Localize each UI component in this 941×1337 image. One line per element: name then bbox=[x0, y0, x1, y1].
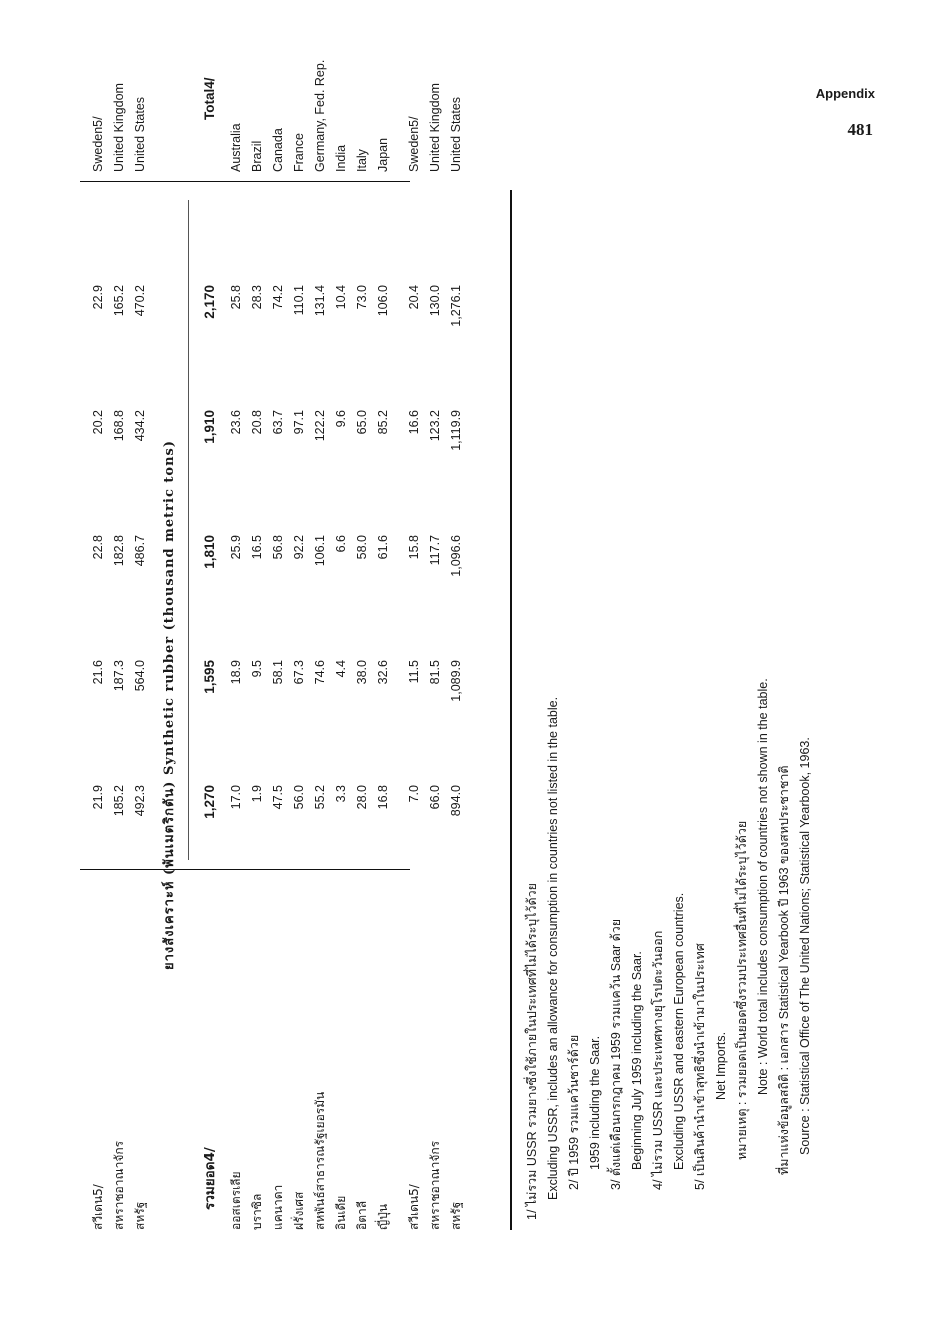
value-cell: 81.5 bbox=[428, 660, 442, 685]
value-cell: 470.2 bbox=[133, 285, 147, 317]
value-cell: 15.8 bbox=[407, 535, 421, 560]
row-label-en: India bbox=[334, 144, 348, 172]
value-cell: 66.0 bbox=[428, 785, 442, 810]
value-cell: 74.6 bbox=[313, 660, 327, 685]
value-cell: 187.3 bbox=[112, 660, 126, 692]
table-row bbox=[331, 144, 351, 1230]
row-label-th: สหรัฐ bbox=[133, 1201, 147, 1230]
value-cell: 185.2 bbox=[112, 785, 126, 817]
value-cell: 10.4 bbox=[334, 285, 348, 310]
value-cell: 564.0 bbox=[133, 660, 147, 692]
footnote: Net Imports. bbox=[714, 1031, 728, 1100]
value-cell: 20.4 bbox=[407, 285, 421, 310]
value-cell: 123.2 bbox=[428, 410, 442, 442]
row-label-th: สวีเดน5/ bbox=[91, 1184, 105, 1230]
value-cell: 38.0 bbox=[355, 660, 369, 685]
value-cell: 122.2 bbox=[313, 410, 327, 442]
footnote: 4/ ไม่รวม USSR และประเทศทางยุโรปตะวันออก bbox=[651, 930, 665, 1190]
row-label-th: สหรัฐ bbox=[449, 1201, 463, 1230]
value-cell: 130.0 bbox=[428, 285, 442, 317]
value-cell: 73.0 bbox=[355, 285, 369, 310]
row-label-th: สหพันธ์สาธารณรัฐเยอรมัน bbox=[313, 1091, 327, 1230]
row-label-th: สวีเดน5/ bbox=[407, 1184, 421, 1230]
footnote: Source : Statistical Office of The United Nations; Statistical Yearbook, 1963. bbox=[798, 737, 812, 1155]
value-cell: 17.0 bbox=[229, 785, 243, 810]
row-label-th: สหราชอาณาจักร bbox=[112, 1140, 126, 1230]
value-cell: 1,119.9 bbox=[449, 410, 463, 451]
value-cell: 894.0 bbox=[449, 785, 463, 817]
table-row bbox=[446, 96, 466, 1230]
value-cell: 1,270 bbox=[202, 785, 217, 819]
value-cell: 182.8 bbox=[112, 535, 126, 567]
table-row bbox=[247, 140, 267, 1230]
row-label-en: Italy bbox=[355, 149, 369, 172]
value-cell: 1,810 bbox=[202, 535, 217, 569]
row-label-en: Canada bbox=[271, 128, 285, 172]
table-row bbox=[88, 116, 108, 1230]
separator bbox=[188, 200, 189, 860]
row-label-en: Sweden5/ bbox=[91, 116, 105, 172]
row-label-en: Australia bbox=[229, 123, 243, 172]
value-cell: 58.0 bbox=[355, 535, 369, 560]
value-cell: 1.9 bbox=[250, 785, 264, 803]
value-cell: 106.0 bbox=[376, 285, 390, 317]
value-cell: 61.6 bbox=[376, 535, 390, 560]
bottom-rule bbox=[510, 190, 512, 1230]
value-cell: 28.3 bbox=[250, 285, 264, 310]
value-cell: 3.3 bbox=[334, 785, 348, 803]
table-row bbox=[130, 96, 150, 1230]
footnote: Excluding USSR and eastern European countries. bbox=[672, 892, 686, 1170]
row-label-th: แคนาดา bbox=[271, 1184, 285, 1230]
value-cell: 56.0 bbox=[292, 785, 306, 810]
value-cell: 25.8 bbox=[229, 285, 243, 310]
footnote: 5/ เป็นสินค้านำเข้าสุทธิซึ่งนำเข้ามาในประเทศ bbox=[693, 943, 707, 1190]
row-label-en: United Kingdom bbox=[112, 83, 126, 172]
value-cell: 1,595 bbox=[202, 660, 217, 694]
value-cell: 67.3 bbox=[292, 660, 306, 685]
row-label-en: France bbox=[292, 133, 306, 172]
table-row bbox=[352, 149, 372, 1230]
row-label-en: Japan bbox=[376, 137, 390, 172]
value-cell: 28.0 bbox=[355, 785, 369, 810]
row-label-th: ออสเตรเลีย bbox=[229, 1171, 243, 1230]
value-cell: 92.2 bbox=[292, 535, 306, 560]
value-cell: 18.9 bbox=[229, 660, 243, 685]
value-cell: 4.4 bbox=[334, 660, 348, 678]
row-label-en: Brazil bbox=[250, 140, 264, 172]
value-cell: 1,096.6 bbox=[449, 535, 463, 577]
row-label-th: สหราชอาณาจักร bbox=[428, 1140, 442, 1230]
value-cell: 58.1 bbox=[271, 660, 285, 685]
value-cell: 6.6 bbox=[334, 535, 348, 553]
value-cell: 492.3 bbox=[133, 785, 147, 817]
row-label-en: United Kingdom bbox=[428, 83, 442, 172]
row-label-th: อิตาลี bbox=[355, 1200, 369, 1230]
value-cell: 97.1 bbox=[292, 410, 306, 435]
footnote: 3/ ตั้งแต่เดือนกรกฎาคม 1959 รวมแคว้น Saar ด้วย bbox=[609, 918, 623, 1190]
value-cell: 434.2 bbox=[133, 410, 147, 442]
value-cell: 486.7 bbox=[133, 535, 147, 567]
value-cell: 16.8 bbox=[376, 785, 390, 810]
value-cell: 21.9 bbox=[91, 785, 105, 810]
row-label-th: อินเดีย bbox=[334, 1195, 348, 1230]
value-cell: 55.2 bbox=[313, 785, 327, 810]
value-cell: 56.8 bbox=[271, 535, 285, 560]
table-row bbox=[425, 83, 445, 1230]
value-cell: 9.6 bbox=[334, 410, 348, 428]
value-cell: 106.1 bbox=[313, 535, 327, 567]
footnote: Excluding USSR, includes an allowance for consumption in countries not listed in the table. bbox=[546, 696, 560, 1200]
value-cell: 165.2 bbox=[112, 285, 126, 317]
page-number: 481 bbox=[847, 120, 873, 139]
table-row bbox=[373, 137, 393, 1230]
value-cell: 20.2 bbox=[91, 410, 105, 435]
table-row bbox=[268, 128, 288, 1230]
footnote: Note : World total includes consumption of countries not shown in the table. bbox=[756, 678, 770, 1095]
value-cell: 21.6 bbox=[91, 660, 105, 685]
value-cell: 65.0 bbox=[355, 410, 369, 435]
value-cell: 47.5 bbox=[271, 785, 285, 810]
value-cell: 11.5 bbox=[407, 660, 421, 684]
appendix-label: Appendix bbox=[815, 86, 875, 101]
total-row bbox=[200, 77, 220, 1230]
value-cell: 9.5 bbox=[250, 660, 264, 678]
footnote: ที่มาแห่งข้อมูลสถิติ : เอกสาร Statistical Yearbook ปี 1963 ของสหประชาชาติ bbox=[777, 765, 791, 1175]
value-cell: 16.6 bbox=[407, 410, 421, 435]
value-cell: 131.4 bbox=[313, 285, 327, 317]
footnote: 1959 including the Saar. bbox=[588, 1035, 602, 1170]
value-cell: 16.5 bbox=[250, 535, 264, 560]
footnote: Beginning July 1959 including the Saar. bbox=[630, 951, 644, 1170]
table-row bbox=[226, 123, 246, 1230]
footnote: หมายเหตุ : รวมยอดเป็นยอดซึ่งรวมประเทศอื่นที่ไม่ได้ระบุไว้ด้วย bbox=[735, 820, 749, 1160]
row-label-en: Sweden5/ bbox=[407, 116, 421, 172]
value-cell: 2,170 bbox=[202, 285, 217, 319]
value-cell: 168.8 bbox=[112, 410, 126, 442]
row-label-en: Total4/ bbox=[202, 77, 217, 120]
row-label-th: บราซิล bbox=[250, 1193, 264, 1230]
value-cell: 1,089.9 bbox=[449, 660, 463, 702]
row-label-en: United States bbox=[133, 96, 147, 172]
value-cell: 85.2 bbox=[376, 410, 390, 435]
value-cell: 23.6 bbox=[229, 410, 243, 435]
value-cell: 22.8 bbox=[91, 535, 105, 560]
table-row bbox=[109, 83, 129, 1230]
footnote: 2/ ปี 1959 รวมแคว้นซาร์ด้วย bbox=[567, 1034, 581, 1190]
value-cell: 22.9 bbox=[91, 285, 105, 310]
section-title: ยางสังเคราะห์ (พันเมตริกตัน) Synthetic rubber (thousand metric tons) bbox=[162, 440, 177, 970]
table-row bbox=[289, 133, 309, 1230]
row-label-en: Germany, Fed. Rep. bbox=[313, 59, 327, 172]
value-cell: 117.7 bbox=[428, 535, 442, 566]
value-cell: 74.2 bbox=[271, 285, 285, 310]
right-rule bbox=[80, 181, 410, 182]
value-cell: 25.9 bbox=[229, 535, 243, 560]
footnote: 1/ ไม่รวม USSR รวมยางซึ่งใช้ภายในประเทศที่ไม่ได้ระบุไว้ด้วย bbox=[525, 882, 539, 1220]
row-label-th: รวมยอด4/ bbox=[202, 1147, 218, 1210]
row-label-th: ฝรั่งเศส bbox=[292, 1191, 306, 1230]
table-row bbox=[404, 116, 424, 1230]
value-cell: 7.0 bbox=[407, 785, 421, 803]
value-cell: 1,910 bbox=[202, 410, 217, 444]
row-label-th: ญี่ปุ่น bbox=[376, 1203, 390, 1230]
value-cell: 63.7 bbox=[271, 410, 285, 435]
value-cell: 20.8 bbox=[250, 410, 264, 435]
value-cell: 32.6 bbox=[376, 660, 390, 685]
table-row bbox=[310, 59, 330, 1230]
row-label-en: United States bbox=[449, 96, 463, 172]
value-cell: 110.1 bbox=[292, 285, 306, 316]
value-cell: 1,276.1 bbox=[449, 285, 463, 327]
